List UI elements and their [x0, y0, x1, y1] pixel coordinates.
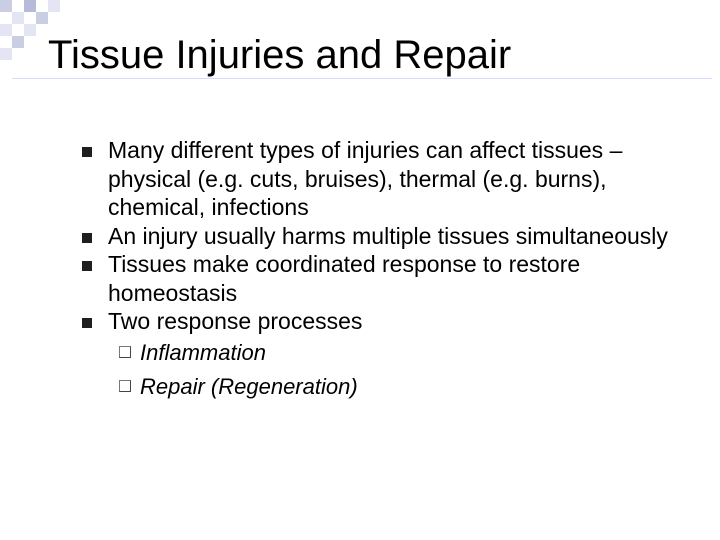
- sub-bullet-list: [108, 336, 702, 404]
- square-bullet-icon: [82, 233, 92, 243]
- square-bullet-icon: [82, 147, 92, 157]
- slide-title: Tissue Injuries and Repair: [48, 33, 512, 77]
- bullet-item: [82, 250, 702, 307]
- bullet-item: [82, 307, 702, 404]
- square-bullet-icon: [82, 261, 92, 271]
- hollow-square-bullet-icon: [119, 346, 131, 358]
- bullet-text: Two response processes: [108, 308, 363, 334]
- bullet-item: [82, 136, 702, 222]
- square-bullet-icon: [82, 318, 92, 328]
- title-divider: [12, 78, 712, 79]
- hollow-square-bullet-icon: [119, 380, 131, 392]
- sub-bullet-item: [108, 336, 702, 370]
- sub-bullet-text: Inflammation: [140, 339, 266, 365]
- sub-bullet-text: Repair (Regeneration): [140, 373, 358, 399]
- sub-bullet-item: [108, 370, 702, 404]
- bullet-item: [82, 222, 702, 251]
- bullet-text: Many different types of injuries can affect tissues – physical (e.g. cuts, bruises), thermal (e.g. burns), chemical, infections: [108, 137, 623, 220]
- bullet-list: [82, 136, 702, 404]
- bullet-text: An injury usually harms multiple tissues simultaneously: [108, 222, 668, 249]
- bullet-text: Tissues make coordinated response to restore homeostasis: [108, 251, 581, 306]
